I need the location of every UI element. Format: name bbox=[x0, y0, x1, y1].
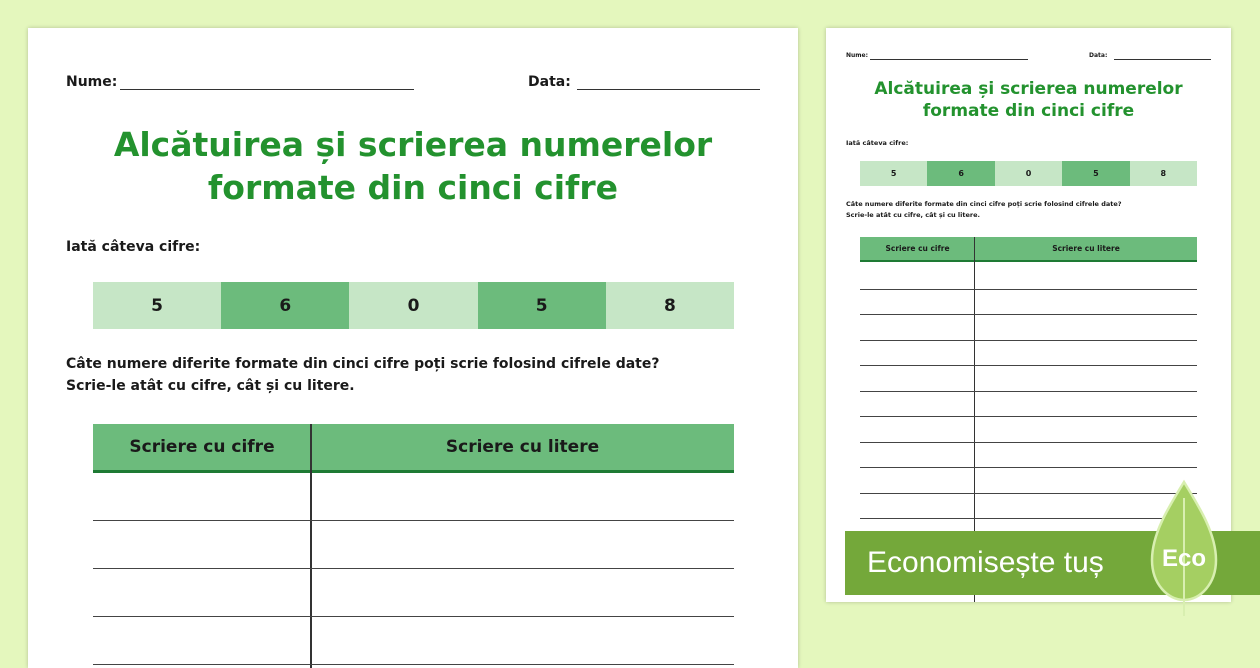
digit-cell: 5 bbox=[478, 282, 606, 329]
eco-badge-label: Eco bbox=[1161, 545, 1206, 572]
digit-cell: 0 bbox=[995, 161, 1062, 186]
answer-row-line bbox=[860, 289, 1197, 290]
digit-row bbox=[93, 282, 734, 329]
question-line-1: Câte numere diferite formate din cinci cifre poți scrie folosind cifrele date? bbox=[846, 200, 1122, 208]
title-line-2: formate din cinci cifre bbox=[922, 101, 1135, 122]
answer-row-line bbox=[860, 518, 1197, 519]
name-line bbox=[870, 59, 1028, 60]
col-header-letters: Scriere cu litere bbox=[1052, 244, 1120, 253]
question-text bbox=[66, 354, 659, 397]
name-line bbox=[120, 89, 414, 90]
digit-cell: 5 bbox=[93, 282, 221, 329]
col-header-digits: Scriere cu cifre bbox=[129, 437, 275, 457]
name-label: Nume: bbox=[846, 52, 869, 59]
answer-row-line bbox=[93, 616, 734, 617]
answer-table-header bbox=[93, 424, 734, 473]
digit-cell: 0 bbox=[349, 282, 477, 329]
date-label: Data: bbox=[1089, 52, 1108, 59]
digit-row bbox=[860, 161, 1197, 186]
title-line-1: Alcătuirea și scrierea numerelor bbox=[874, 79, 1183, 99]
answer-row-line bbox=[860, 314, 1197, 315]
digit-cell: 8 bbox=[606, 282, 734, 329]
col-header-digits: Scriere cu cifre bbox=[885, 244, 950, 253]
title-line-2: formate din cinci cifre bbox=[207, 167, 619, 207]
answer-row-line bbox=[93, 664, 734, 665]
digit-cell: 5 bbox=[860, 161, 927, 186]
answer-table bbox=[93, 424, 734, 668]
answer-row-line bbox=[860, 442, 1197, 443]
digit-cell: 5 bbox=[1062, 161, 1129, 186]
question-line-1: Câte numere diferite formate din cinci cifre poți scrie folosind cifrele date? bbox=[66, 356, 660, 372]
worksheet-preview-large bbox=[28, 28, 798, 668]
column-divider bbox=[310, 424, 312, 668]
answer-row-line bbox=[860, 467, 1197, 468]
date-label: Data: bbox=[528, 74, 571, 90]
digits-label: Iată câteva cifre: bbox=[846, 139, 909, 147]
title-line-1: Alcătuirea și scrierea numerelor bbox=[113, 125, 713, 164]
answer-row-line bbox=[860, 340, 1197, 341]
answer-row-line bbox=[93, 568, 734, 569]
question-text bbox=[846, 199, 1122, 221]
date-line bbox=[1114, 59, 1211, 60]
digits-label: Iată câteva cifre: bbox=[66, 239, 201, 255]
answer-row-line bbox=[860, 416, 1197, 417]
answer-row-line bbox=[860, 493, 1197, 494]
col-header-letters: Scriere cu litere bbox=[445, 437, 600, 457]
worksheet-title bbox=[846, 78, 1211, 122]
answer-row-line bbox=[860, 365, 1197, 366]
answer-row-line bbox=[93, 520, 734, 521]
answer-row-line bbox=[860, 391, 1197, 392]
eco-banner-text: Economisește tuș bbox=[867, 546, 1104, 579]
digit-cell: 6 bbox=[221, 282, 349, 329]
worksheet-title bbox=[68, 124, 758, 210]
name-label: Nume: bbox=[66, 74, 118, 90]
date-line bbox=[577, 89, 760, 90]
question-line-2: Scrie-le atât cu cifre, cât și cu litere. bbox=[66, 377, 355, 394]
digit-cell: 6 bbox=[927, 161, 994, 186]
digit-cell: 8 bbox=[1130, 161, 1197, 186]
answer-table-header bbox=[860, 237, 1197, 262]
question-line-2: Scrie-le atât cu cifre, cât și cu litere. bbox=[846, 211, 980, 220]
